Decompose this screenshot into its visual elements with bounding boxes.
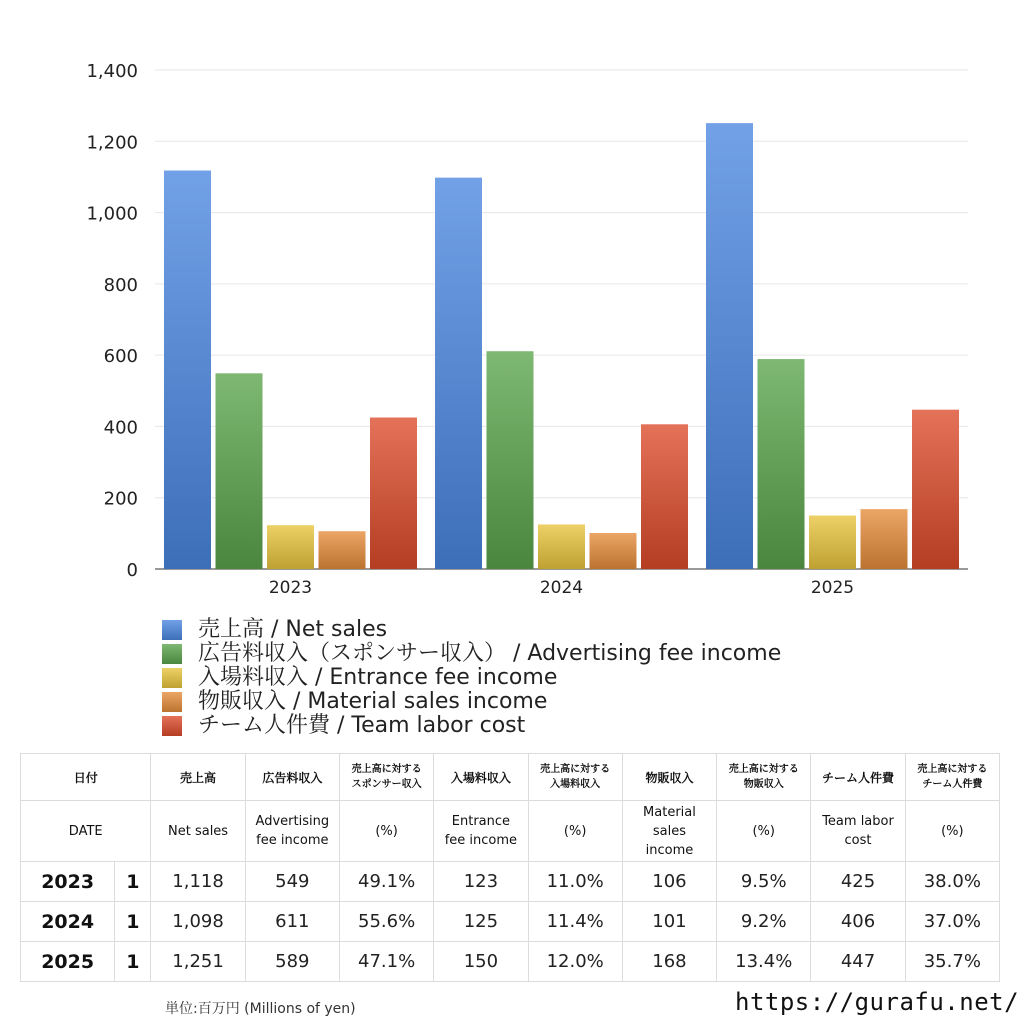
data-table [20,753,1000,982]
x-tick-label: 2025 [810,578,855,598]
bar [216,373,263,569]
legend-item-team-labor [162,714,781,738]
site-url[interactable]: https://gurafu.net/ [735,988,1020,1016]
value-cell: 168 [622,942,716,982]
header-cell: 売上高に対する スポンサー収入 [339,754,433,801]
legend-item-advertising [162,642,781,666]
y-tick-label: 1,000 [86,203,138,225]
value-cell: 35.7% [905,942,999,982]
header-cell: (%) [717,801,811,862]
header-cell: 広告料収入 [245,754,339,801]
value-cell: 549 [245,862,339,902]
header-cell: Entrance fee income [434,801,528,862]
y-tick-label: 0 [126,560,138,581]
grid-lines [155,70,968,569]
year-cell: 2024 [21,902,115,942]
bar [487,351,534,569]
value-cell: 589 [245,942,339,982]
bar [706,123,753,569]
unit-note: 単位:百万円 (Millions of yen) [165,1001,356,1017]
legend-swatch [162,692,182,712]
bar [319,531,366,569]
value-cell: 406 [811,902,905,942]
header-cell: (%) [339,801,433,862]
legend-label: チーム人件費 / Team labor cost [198,713,526,738]
value-cell: 37.0% [905,902,999,942]
header-cell: 売上高 [151,754,245,801]
table-header-en [21,801,1000,862]
value-cell: 425 [811,862,905,902]
header-cell: DATE [21,801,151,862]
bar [435,178,482,569]
value-cell: 611 [245,902,339,942]
bar [641,424,688,569]
value-cell: 447 [811,942,905,982]
legend-swatch [162,716,182,736]
legend-label: 売上高 / Net sales [198,617,388,642]
count-cell: 1 [115,902,151,942]
chart-legend [162,618,781,738]
y-tick-label: 200 [103,488,138,510]
table-row [21,862,1000,902]
value-cell: 55.6% [339,902,433,942]
header-cell: 売上高に対する チーム人件費 [905,754,999,801]
bar [538,524,585,569]
value-cell: 11.0% [528,862,622,902]
x-tick-label: 2024 [539,578,584,598]
bar [370,418,417,569]
value-cell: 1,251 [151,942,245,982]
header-cell: 日付 [21,754,151,801]
legend-swatch [162,668,182,688]
value-cell: 106 [622,862,716,902]
legend-item-entrance [162,666,781,690]
bar [809,516,856,569]
count-cell: 1 [115,942,151,982]
count-cell: 1 [115,862,151,902]
bars [164,123,959,569]
y-axis-ticks [86,61,138,581]
value-cell: 125 [434,902,528,942]
header-cell: Net sales [151,801,245,862]
header-cell: 物販収入 [622,754,716,801]
y-tick-label: 400 [103,417,138,439]
header-cell: Advertising fee income [245,801,339,862]
value-cell: 13.4% [717,942,811,982]
year-cell: 2023 [21,862,115,902]
value-cell: 9.2% [717,902,811,942]
value-cell: 101 [622,902,716,942]
table-row [21,942,1000,982]
value-cell: 1,118 [151,862,245,902]
value-cell: 12.0% [528,942,622,982]
table-row [21,902,1000,942]
bar [758,359,805,569]
y-tick-label: 600 [103,346,138,368]
legend-label: 物販収入 / Material sales income [198,689,548,714]
legend-item-material [162,690,781,714]
bar [861,509,908,569]
value-cell: 49.1% [339,862,433,902]
legend-swatch [162,620,182,640]
bar [590,533,637,569]
header-cell: Material sales income [622,801,716,862]
y-tick-label: 800 [103,274,138,296]
header-cell: チーム人件費 [811,754,905,801]
x-axis-ticks [269,578,854,598]
table-header-jp [21,754,1000,801]
legend-swatch [162,644,182,664]
bar [912,410,959,569]
header-cell: 売上高に対する 物販収入 [717,754,811,801]
legend-item-net-sales [162,618,781,642]
bar [164,171,211,569]
value-cell: 9.5% [717,862,811,902]
y-tick-label: 1,200 [86,132,138,154]
header-cell: (%) [905,801,999,862]
legend-label: 入場料収入 / Entrance fee income [198,665,558,690]
header-cell: 入場料収入 [434,754,528,801]
y-tick-label: 1,400 [86,61,138,82]
legend-label: 広告料収入（スポンサー収入） / Advertising fee income [198,641,782,666]
value-cell: 150 [434,942,528,982]
x-tick-label: 2023 [268,578,313,598]
value-cell: 123 [434,862,528,902]
year-cell: 2025 [21,942,115,982]
bar [267,525,314,569]
header-cell: 売上高に対する 入場料収入 [528,754,622,801]
header-cell: (%) [528,801,622,862]
value-cell: 47.1% [339,942,433,982]
value-cell: 1,098 [151,902,245,942]
value-cell: 38.0% [905,862,999,902]
value-cell: 11.4% [528,902,622,942]
header-cell: Team labor cost [811,801,905,862]
